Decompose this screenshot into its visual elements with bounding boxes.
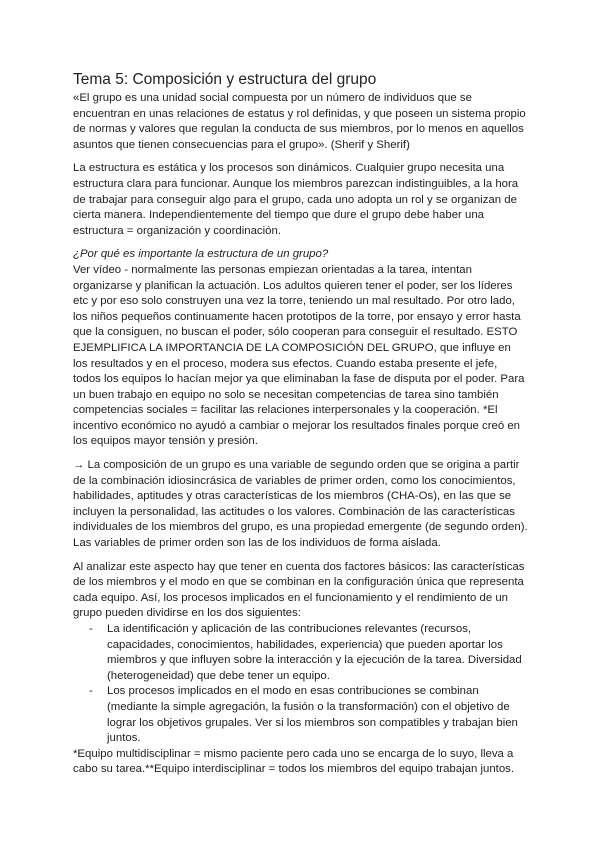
list-item: - La identificación y aplicación de las contribuciones relevantes (recursos, capacidades, conocimientos, habilidades, experiencia) que pueden aportar los miembros y que influyen sobre la interacción y la ejecución de la tarea. Diversidad (heterogeneidad) que debe tener un equipo. xyxy=(73,622,528,684)
document-page xyxy=(73,70,528,778)
process-list xyxy=(73,622,528,747)
list-item: - Los procesos implicados en el modo en esas contribuciones se combinan (mediante la simple agregación, la fusión o la transformación) con el objetivo de lograr los objetivos grupales. Ver si los miembros son compatibles y trabajan bien juntos. xyxy=(73,684,528,746)
section-question: ¿Por qué es importante la estructura de un grupo? xyxy=(73,248,329,261)
composition-paragraph: → La composición de un grupo es una variable de segundo orden que se origina a partir de la combinación idiosincrásica de variables de primer orden, como los conocimientos, habilidades, aptitudes y otras características de los miembros (CHA-Os), en las que se incluyen la personalidad, las actitudes o los valores. Combinación de las características individuales de los miembros del grupo, es una propiedad emergente (de segundo orden). Las variables de primer orden son las de los individuos de forma aislada. xyxy=(73,459,528,550)
structure-paragraph: La estructura es estática y los procesos son dinámicos. Cualquier grupo necesita una estructura clara para funcionar. Aunque los miembros parezcan indistinguibles, a la hora de trabajar para conseguir algo para el grupo, cada uno adopta un rol y se organizan de cierta manera. Independientemente del tiempo que dure el grupo debe haber una estructura = organización y coordinación. xyxy=(73,162,519,237)
page-title: Tema 5: Composición y estructura del grupo xyxy=(73,71,377,88)
sherif-quote: «El grupo es una unidad social compuesta por un número de individuos que se encuentran en unas relaciones de estatus y rol definidas, y que poseen un sistema propio de normas y valores que regulan la conducta de sus miembros, por lo menos en aquellos asuntos que tienen consecuencias para el grupo». (Sherif y Sherif) xyxy=(73,92,526,151)
analysis-paragraph: Al analizar este aspecto hay que tener en cuenta dos factores básicos: las características de los miembros y el modo en que se combinan en la configuración única que representa cada equipo. Así, los procesos implicados en el funcionamiento y el rendimiento de un grupo pueden dividirse en los dos siguientes: xyxy=(73,560,525,620)
footnote: *Equipo multidisciplinar = mismo paciente pero cada uno se encarga de lo suyo, lleva a cabo su tarea.**Equipo interdisciplinar = todos los miembros del equipo trabajan juntos. xyxy=(73,747,515,776)
video-paragraph: Ver vídeo - normalmente las personas empiezan orientadas a la tarea, intentan organizarse y planifican la actuación. Los adultos quieren tener el poder, ser los líderes etc y por eso solo construyen una vez la torre, teniendo un mal resultado. Por otro lado, los niños pequeños continuamente hacen prototipos de la torre, por ensayo y error hasta que la consiguen, no buscan el poder, sólo cooperan para conseguir el resultado. ESTO EJEMPLIFICA LA IMPORTANCIA DE LA COMPOSICIÓN DEL GRUPO, que influye en los resultados y en el proceso, modera sus efectos. Cuando estaba presente el jefe, todos los equipos lo hacían mejor ya que eliminaban la fase de disputa por el poder. Para un buen trabajo en equipo no solo se necesitan competencias de tarea sino también competencias sociales = facilitar las relaciones interpersonales y la cooperación. *El incentivo económico no ayudó a cambiar o mejorar los resultados finales porque creó en los equipos mayor tensión y presión. xyxy=(73,263,525,448)
